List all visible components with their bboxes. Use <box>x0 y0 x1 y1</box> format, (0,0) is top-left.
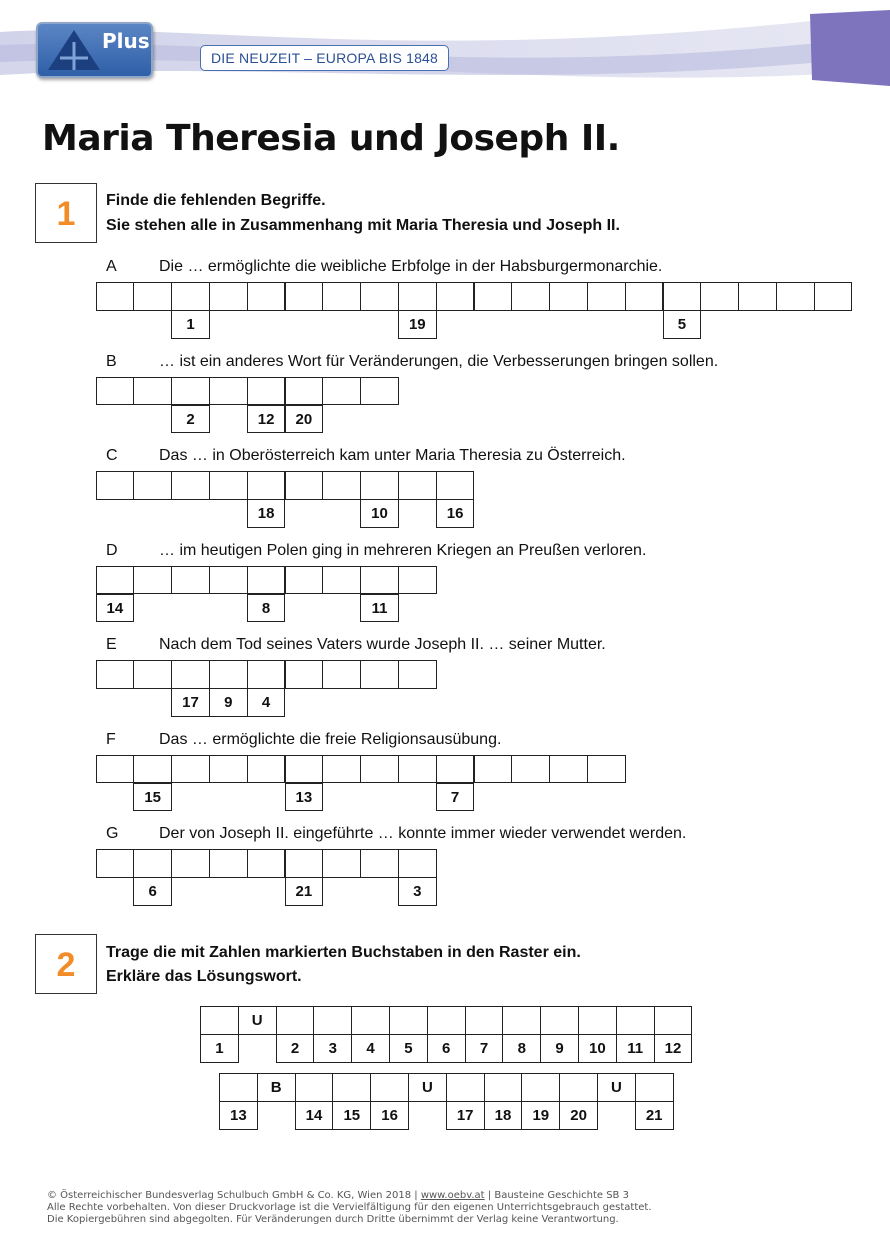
question-letter: A <box>106 258 117 275</box>
triangle-logo-icon <box>46 28 102 72</box>
solution-number-cell: 21 <box>635 1101 674 1130</box>
answer-cell[interactable] <box>360 566 399 595</box>
answer-cell[interactable] <box>398 755 437 784</box>
answer-cell[interactable] <box>398 660 437 689</box>
solution-number-cell: 20 <box>559 1101 598 1130</box>
solution-letter-cell[interactable] <box>654 1006 693 1035</box>
solution-letter-cell[interactable] <box>276 1006 315 1035</box>
solution-number-cell: 14 <box>295 1101 334 1130</box>
solution-number-cell: 15 <box>332 1101 371 1130</box>
solution-number-cell <box>238 1034 277 1063</box>
answer-cell[interactable] <box>398 282 437 311</box>
answer-cell[interactable] <box>133 566 172 595</box>
solution-number-cell: 18 <box>484 1101 523 1130</box>
answer-cell[interactable] <box>398 849 437 878</box>
answer-cell[interactable] <box>360 755 399 784</box>
solution-number-cell <box>597 1101 636 1130</box>
question-letter: G <box>106 825 119 842</box>
answer-cell[interactable] <box>133 471 172 500</box>
solution-number-cell: 19 <box>521 1101 560 1130</box>
answer-cell[interactable] <box>285 849 324 878</box>
solution-letter-cell: U <box>408 1073 447 1102</box>
solution-number-cell: 13 <box>219 1101 258 1130</box>
answer-cell[interactable] <box>96 849 135 878</box>
answer-cell[interactable] <box>663 282 702 311</box>
answer-cell[interactable] <box>511 282 550 311</box>
number-cell: 18 <box>247 499 286 528</box>
subject-label: DIE NEUZEIT – EUROPA BIS 1848 <box>200 45 449 71</box>
answer-cell[interactable] <box>625 282 664 311</box>
solution-letter-cell[interactable] <box>370 1073 409 1102</box>
solution-letter-cell: U <box>597 1073 636 1102</box>
answer-cell[interactable] <box>360 282 399 311</box>
task-1-instruction-2: Sie stehen alle in Zusammenhang mit Maria Theresia und Joseph II. <box>106 217 620 234</box>
question-text: … ist ein anderes Wort für Veränderungen, die Verbesserungen bringen sollen. <box>159 352 719 370</box>
answer-cell[interactable] <box>322 660 361 689</box>
footer-line-1a: © Österreichischer Bundesverlag Schulbuch GmbH & Co. KG, Wien 2018 | <box>47 1190 421 1201</box>
solution-letter-cell[interactable] <box>219 1073 258 1102</box>
answer-cell[interactable] <box>171 282 210 311</box>
question-letter: D <box>106 541 118 559</box>
answer-cell[interactable] <box>360 849 399 878</box>
answer-cell[interactable] <box>209 755 248 784</box>
number-cell: 20 <box>285 405 324 434</box>
answer-cell[interactable] <box>587 282 626 311</box>
answer-cell[interactable] <box>474 282 513 311</box>
footer-line-3: Die Kopiergebühren sind abgegolten. Für Veränderungen durch Dritte übernimmt der Verlag keine Verantwortung. <box>47 1214 619 1225</box>
answer-cell[interactable] <box>814 282 853 311</box>
solution-letter-cell[interactable] <box>484 1073 523 1102</box>
number-cell: 14 <box>96 594 135 623</box>
answer-cell[interactable] <box>322 471 361 500</box>
number-cell: 19 <box>398 310 437 339</box>
answer-cell[interactable] <box>285 471 324 500</box>
answer-cell[interactable] <box>96 566 135 595</box>
answer-cell[interactable] <box>511 755 550 784</box>
answer-cell[interactable] <box>209 566 248 595</box>
number-cell: 17 <box>171 688 210 717</box>
solution-letter-cell[interactable] <box>389 1006 428 1035</box>
solution-number-cell: 4 <box>351 1034 390 1063</box>
answer-cell[interactable] <box>209 660 248 689</box>
answer-cell[interactable] <box>247 755 286 784</box>
answer-cell[interactable] <box>549 282 588 311</box>
answer-cell[interactable] <box>285 377 324 406</box>
solution-letter-cell[interactable] <box>635 1073 674 1102</box>
solution-letter-cell[interactable] <box>616 1006 655 1035</box>
question-letter: C <box>106 447 118 464</box>
answer-cell[interactable] <box>398 566 437 595</box>
solution-letter-cell[interactable] <box>446 1073 485 1102</box>
answer-cell[interactable] <box>209 471 248 500</box>
question-letter: F <box>106 730 116 748</box>
answer-cell[interactable] <box>171 377 210 406</box>
question-letter: B <box>106 352 117 370</box>
answer-cell[interactable] <box>436 755 475 784</box>
number-cell: 15 <box>133 783 172 812</box>
plus-logo <box>36 22 153 78</box>
solution-number-cell: 7 <box>465 1034 504 1063</box>
answer-cell[interactable] <box>285 660 324 689</box>
number-cell: 7 <box>436 783 475 812</box>
answer-cell[interactable] <box>322 755 361 784</box>
answer-cell[interactable] <box>96 282 135 311</box>
question-text: Das … in Oberösterreich kam unter Maria Theresia zu Österreich. <box>159 447 626 464</box>
answer-cell[interactable] <box>171 566 210 595</box>
number-cell: 9 <box>209 688 248 717</box>
footer-line-1b: | Bausteine Geschichte SB 3 <box>484 1190 629 1201</box>
answer-cell[interactable] <box>209 377 248 406</box>
answer-cell[interactable] <box>474 755 513 784</box>
solution-letter-cell[interactable] <box>200 1006 239 1035</box>
solution-number-cell: 3 <box>313 1034 352 1063</box>
solution-letter-cell[interactable] <box>559 1073 598 1102</box>
logo-text: Plus <box>102 29 150 53</box>
solution-number-cell: 6 <box>427 1034 466 1063</box>
number-cell: 21 <box>285 877 324 906</box>
answer-cell[interactable] <box>700 282 739 311</box>
question-text: Der von Joseph II. eingeführte … konnte immer wieder verwendet werden. <box>159 825 687 842</box>
answer-cell[interactable] <box>133 660 172 689</box>
question-text: Die … ermöglichte die weibliche Erbfolge in der Habsburgermonarchie. <box>159 258 663 275</box>
solution-letter-cell[interactable] <box>295 1073 334 1102</box>
answer-cell[interactable] <box>171 471 210 500</box>
solution-letter-cell[interactable] <box>502 1006 541 1035</box>
task-1-instruction-1: Finde die fehlenden Begriffe. <box>106 192 326 209</box>
number-cell: 10 <box>360 499 399 528</box>
publisher-link[interactable]: www.oebv.at <box>420 1190 485 1201</box>
number-cell: 2 <box>171 405 210 434</box>
answer-cell[interactable] <box>96 377 135 406</box>
answer-cell[interactable] <box>285 282 324 311</box>
answer-cell[interactable] <box>587 755 626 784</box>
answer-cell[interactable] <box>322 566 361 595</box>
page-title: Maria Theresia und Joseph II. <box>42 118 620 159</box>
answer-cell[interactable] <box>322 377 361 406</box>
solution-number-cell <box>408 1101 447 1130</box>
number-cell: 16 <box>436 499 475 528</box>
answer-cell[interactable] <box>247 849 286 878</box>
answer-cell[interactable] <box>133 282 172 311</box>
solution-letter-cell[interactable] <box>351 1006 390 1035</box>
answer-cell[interactable] <box>96 660 135 689</box>
answer-cell[interactable] <box>96 755 135 784</box>
number-cell: 8 <box>247 594 286 623</box>
question-letter: E <box>106 636 117 653</box>
answer-cell[interactable] <box>285 566 324 595</box>
solution-letter-cell[interactable] <box>427 1006 466 1035</box>
answer-cell[interactable] <box>360 471 399 500</box>
number-cell: 4 <box>247 688 286 717</box>
solution-number-cell: 2 <box>276 1034 315 1063</box>
answer-cell[interactable] <box>398 471 437 500</box>
solution-letter-cell: B <box>257 1073 296 1102</box>
solution-letter-cell[interactable] <box>332 1073 371 1102</box>
solution-number-cell: 8 <box>502 1034 541 1063</box>
answer-cell[interactable] <box>360 660 399 689</box>
answer-cell[interactable] <box>247 566 286 595</box>
answer-cell[interactable] <box>133 377 172 406</box>
copyright-footer <box>47 1190 652 1226</box>
number-cell: 6 <box>133 877 172 906</box>
answer-cell[interactable] <box>776 282 815 311</box>
answer-cell[interactable] <box>209 849 248 878</box>
solution-number-cell: 16 <box>370 1101 409 1130</box>
answer-cell[interactable] <box>247 660 286 689</box>
solution-number-cell: 9 <box>540 1034 579 1063</box>
answer-cell[interactable] <box>738 282 777 311</box>
footer-line-2: Alle Rechte vorbehalten. Von dieser Druckvorlage ist die Vervielfältigung für den eigenen Unterrichtsgebrauch gestattet. <box>47 1202 652 1213</box>
answer-cell[interactable] <box>247 377 286 406</box>
question-text: … im heutigen Polen ging in mehreren Kriegen an Preußen verloren. <box>159 541 647 559</box>
question-text: Nach dem Tod seines Vaters wurde Joseph II. … seiner Mutter. <box>159 636 606 653</box>
answer-cell[interactable] <box>322 282 361 311</box>
answer-cell[interactable] <box>209 282 248 311</box>
solution-number-cell <box>257 1101 296 1130</box>
answer-cell[interactable] <box>171 849 210 878</box>
number-cell: 11 <box>360 594 399 623</box>
task-2-instruction-2: Erkläre das Lösungswort. <box>106 968 302 985</box>
task-2-number: 2 <box>35 934 97 994</box>
solution-letter-cell[interactable] <box>465 1006 504 1035</box>
solution-letter-cell[interactable] <box>313 1006 352 1035</box>
solution-number-cell: 10 <box>578 1034 617 1063</box>
solution-letter-cell: U <box>238 1006 277 1035</box>
answer-cell[interactable] <box>171 660 210 689</box>
task-2-instruction-1: Trage die mit Zahlen markierten Buchstaben in den Raster ein. <box>106 944 581 961</box>
answer-cell[interactable] <box>133 849 172 878</box>
answer-cell[interactable] <box>247 282 286 311</box>
number-cell: 5 <box>663 310 702 339</box>
answer-cell[interactable] <box>549 755 588 784</box>
solution-letter-cell[interactable] <box>521 1073 560 1102</box>
answer-cell[interactable] <box>171 755 210 784</box>
answer-cell[interactable] <box>322 849 361 878</box>
answer-cell[interactable] <box>436 471 475 500</box>
solution-number-cell: 17 <box>446 1101 485 1130</box>
solution-number-cell: 12 <box>654 1034 693 1063</box>
solution-number-cell: 11 <box>616 1034 655 1063</box>
number-cell: 3 <box>398 877 437 906</box>
answer-cell[interactable] <box>285 755 324 784</box>
solution-letter-cell[interactable] <box>578 1006 617 1035</box>
solution-number-cell: 1 <box>200 1034 239 1063</box>
answer-cell[interactable] <box>436 282 475 311</box>
solution-letter-cell[interactable] <box>540 1006 579 1035</box>
answer-cell[interactable] <box>133 755 172 784</box>
answer-cell[interactable] <box>360 377 399 406</box>
question-text: Das … ermöglichte die freie Religionsausübung. <box>159 730 502 748</box>
number-cell: 13 <box>285 783 324 812</box>
number-cell: 1 <box>171 310 210 339</box>
number-cell: 12 <box>247 405 286 434</box>
answer-cell[interactable] <box>96 471 135 500</box>
solution-number-cell: 5 <box>389 1034 428 1063</box>
answer-cell[interactable] <box>247 471 286 500</box>
task-1-number: 1 <box>35 183 97 243</box>
